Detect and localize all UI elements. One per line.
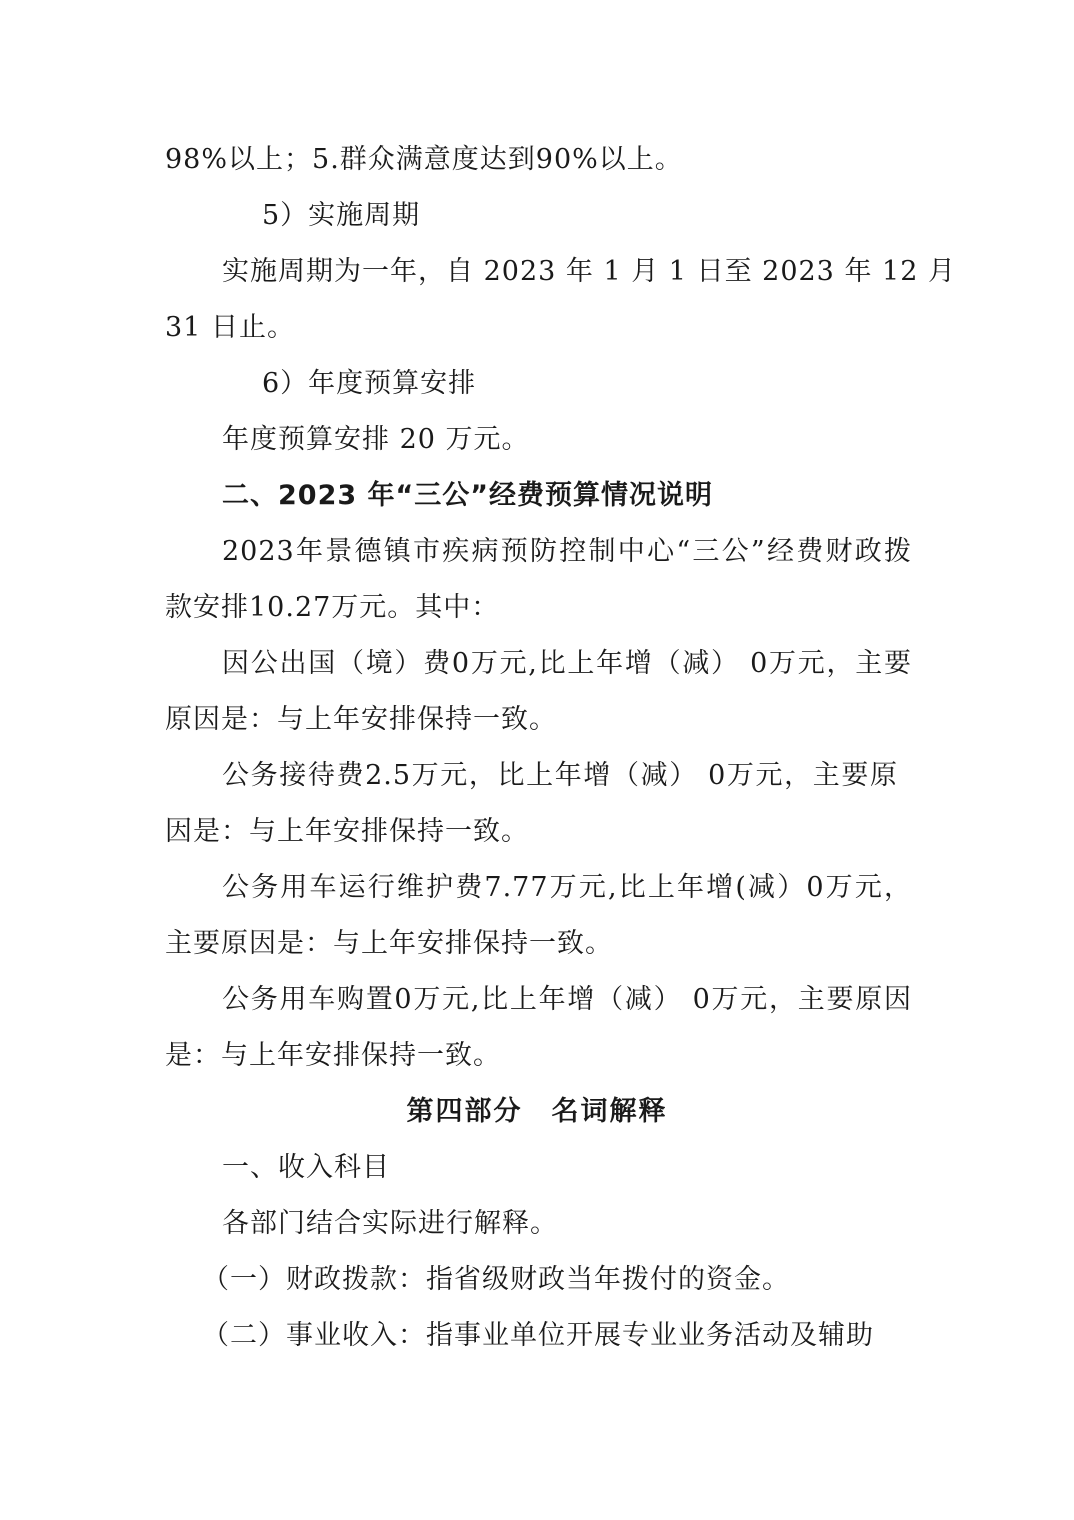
paragraph-line: 公务用车运行维护费7.77万元,比上年增(减）0万元， <box>222 872 912 903</box>
paragraph-line: 31 日止。 <box>165 312 295 343</box>
paragraph-line: 公务用车购置0万元,比上年增（减） 0万元，主要原因 <box>222 984 912 1015</box>
paragraph-line: 款安排10.27万元。其中： <box>165 592 500 623</box>
paragraph-line: 2023年景德镇市疾病预防控制中心“三公”经费财政拨 <box>222 536 912 567</box>
subsection-heading: 6）年度预算安排 <box>262 368 477 399</box>
paragraph-line: 实施周期为一年，自 2023 年 1 月 1 日至 2023 年 12 月 <box>222 256 956 287</box>
paragraph-line: 98%以上；5.群众满意度达到90%以上。 <box>165 144 683 175</box>
paragraph-line: （一）财政拨款：指省级财政当年拨付的资金。 <box>202 1264 790 1295</box>
subsection-heading: 一、收入科目 <box>222 1152 390 1183</box>
paragraph-line: 主要原因是：与上年安排保持一致。 <box>165 928 613 959</box>
paragraph-line: 原因是：与上年安排保持一致。 <box>165 704 557 735</box>
paragraph-line: 是：与上年安排保持一致。 <box>165 1040 501 1071</box>
paragraph-line: （二）事业收入：指事业单位开展专业业务活动及辅助 <box>202 1320 874 1351</box>
paragraph-line: 公务接待费2.5万元，比上年增（减） 0万元，主要原 <box>222 760 898 791</box>
paragraph-line: 各部门结合实际进行解释。 <box>222 1208 558 1239</box>
paragraph-line: 因是：与上年安排保持一致。 <box>165 816 529 847</box>
section-heading: 二、2023 年“三公”经费预算情况说明 <box>222 480 714 511</box>
paragraph-line: 因公出国（境）费0万元,比上年增（减） 0万元，主要 <box>222 648 912 679</box>
part-heading: 第四部分 名词解释 <box>406 1096 668 1127</box>
paragraph-line: 年度预算安排 20 万元。 <box>222 424 530 455</box>
subsection-heading: 5）实施周期 <box>262 200 421 231</box>
